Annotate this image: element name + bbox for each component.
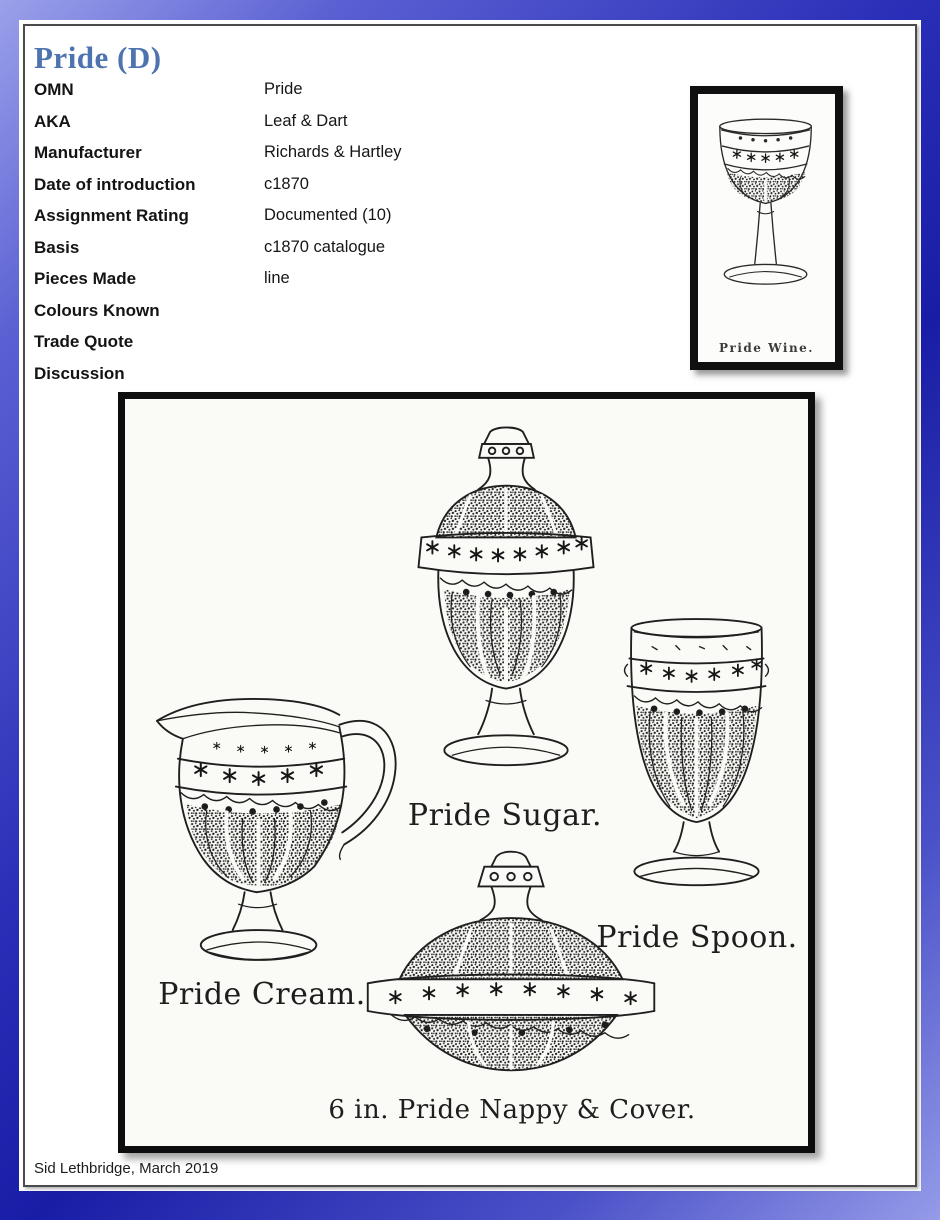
field-row: [34, 238, 654, 270]
field-value: Richards & Hartley: [264, 143, 402, 161]
cream-caption: Pride Cream.: [158, 977, 366, 1012]
field-value: Pride: [264, 80, 303, 98]
field-row: [34, 80, 654, 112]
field-value: Leaf & Dart: [264, 111, 348, 130]
field-label: Basis: [34, 237, 80, 257]
author-credit: Sid Lethbridge, March 2019: [34, 1160, 219, 1177]
field-row: [34, 206, 654, 238]
field-label: Manufacturer: [34, 143, 142, 162]
wine-figure-frame: [690, 86, 843, 370]
field-label: Colours Known: [34, 300, 160, 320]
field-value: c1870 catalogue: [264, 237, 386, 256]
page-title: Pride (D): [34, 40, 162, 75]
field-row: [34, 175, 654, 207]
field-row: [34, 301, 654, 333]
document-page: [23, 24, 917, 1187]
catalogue-figure-frame: [118, 392, 815, 1153]
nappy-drawing: [358, 845, 668, 1092]
field-row: [34, 143, 654, 175]
nappy-caption: 6 in. Pride Nappy & Cover.: [328, 1095, 696, 1125]
field-value: Documented (10): [264, 206, 392, 224]
field-row: [34, 112, 654, 144]
fields-table: [34, 80, 654, 395]
field-row: [34, 332, 654, 364]
field-label: Trade Quote: [34, 332, 134, 351]
sugar-caption: Pride Sugar.: [407, 798, 603, 833]
page-mat: [19, 20, 921, 1191]
field-value: c1870: [264, 174, 309, 193]
spoon-caption: Pride Spoon.: [596, 920, 798, 955]
field-label: Discussion: [34, 363, 125, 383]
wine-goblet-drawing: [701, 100, 831, 332]
wine-caption: Pride Wine.: [719, 341, 814, 355]
field-row: [34, 364, 654, 396]
field-label: OMN: [34, 80, 74, 99]
field-label: Assignment Rating: [34, 206, 189, 225]
field-label: AKA: [34, 111, 71, 131]
field-row: [34, 269, 654, 301]
field-value: line: [264, 269, 290, 287]
field-label: Pieces Made: [34, 269, 137, 288]
field-label: Date of introduction: [34, 174, 196, 194]
